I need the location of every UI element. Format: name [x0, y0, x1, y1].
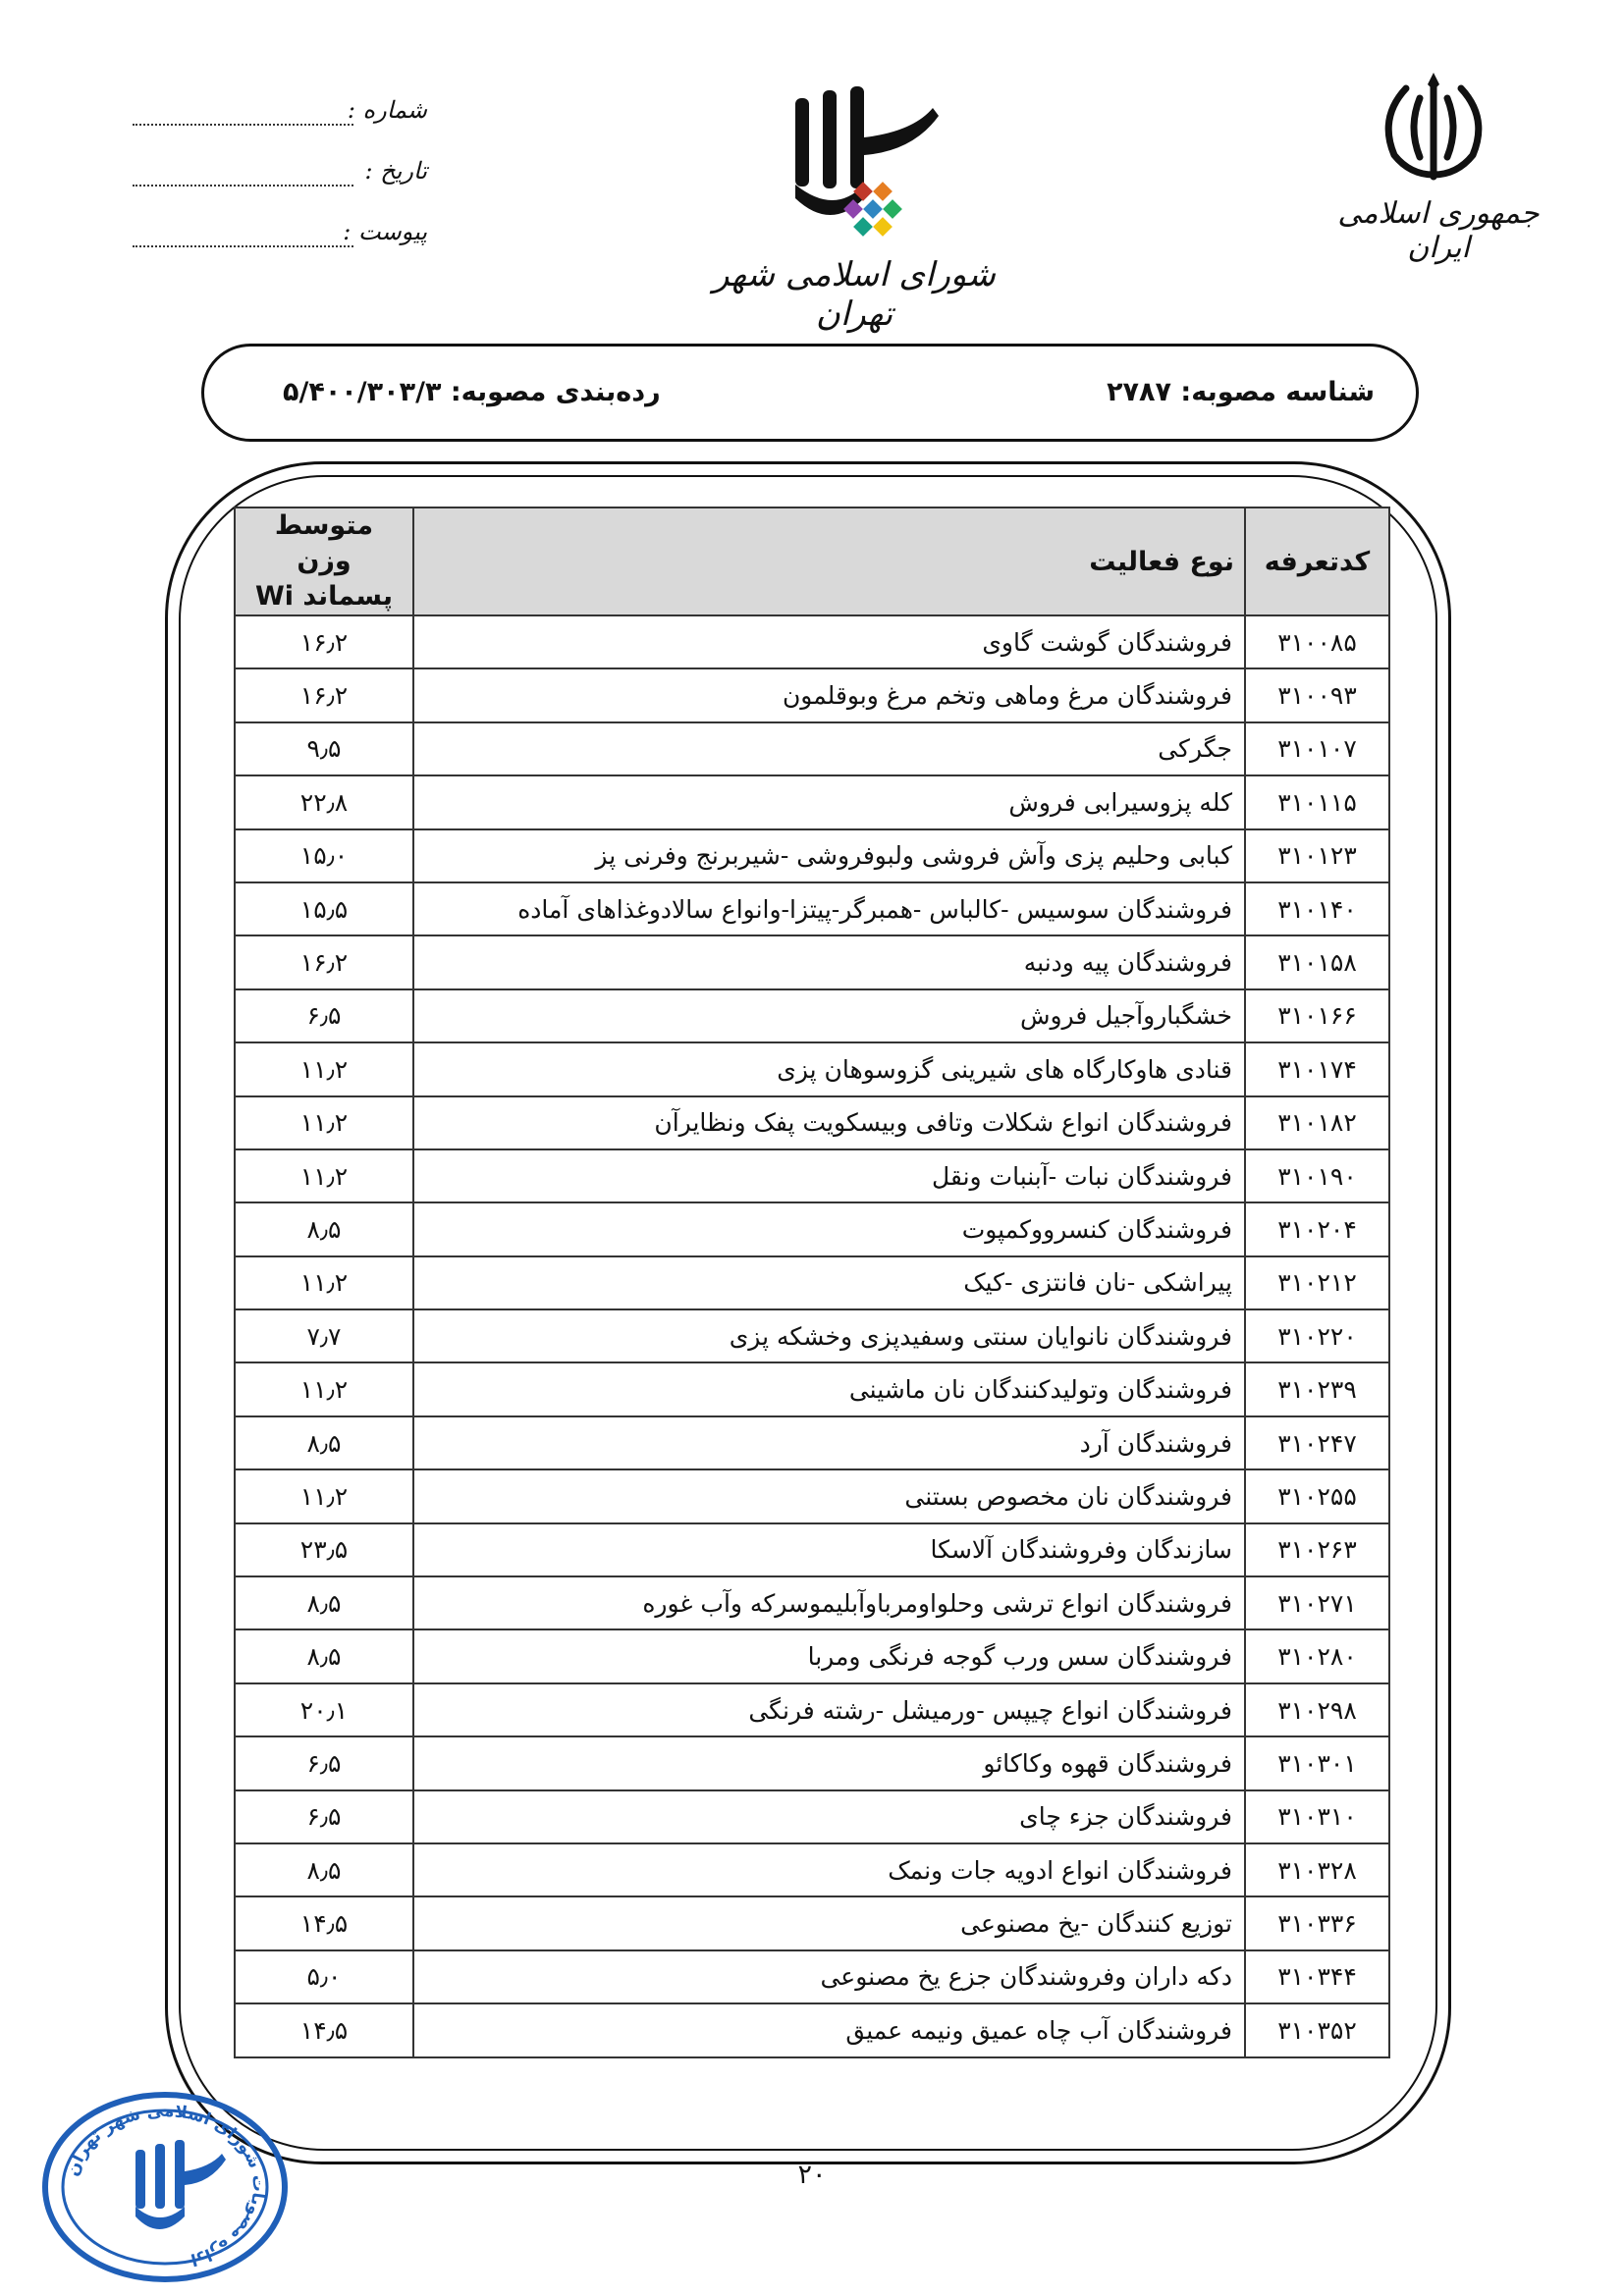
- weight-cell: ۸٫۵: [235, 1629, 413, 1682]
- table-row: [235, 829, 1389, 882]
- weight-cell: ۱۱٫۲: [235, 1042, 413, 1095]
- code-cell: ۳۱۰۱۹۰: [1245, 1149, 1389, 1202]
- activity-cell: فروشندگان سس ورب گوجه فرنگی ومربا: [413, 1629, 1245, 1682]
- table-row: [235, 1042, 1389, 1095]
- activity-cell: فروشندگان کنسرووکمپوت: [413, 1202, 1245, 1255]
- weight-cell: ۱۴٫۵: [235, 2003, 413, 2056]
- activity-cell: فروشندگان پیه ودنبه: [413, 935, 1245, 988]
- table-row: [235, 2003, 1389, 2056]
- code-cell: ۳۱۰۱۸۲: [1245, 1096, 1389, 1149]
- code-cell: ۳۱۰۳۰۱: [1245, 1736, 1389, 1789]
- activity-cell: فروشندگان نان مخصوص بستنی: [413, 1469, 1245, 1522]
- table-row: [235, 1683, 1389, 1736]
- activity-cell: فروشندگان جزء چای: [413, 1790, 1245, 1843]
- attachment-field: [133, 218, 427, 257]
- activity-cell: فروشندگان نانوایان سنتی وسفیدپزی وخشکه پزی: [413, 1309, 1245, 1362]
- table-row: [235, 1362, 1389, 1415]
- weight-cell: ۲۲٫۸: [235, 775, 413, 828]
- table-row: [235, 1149, 1389, 1202]
- code-cell: ۳۱۰۱۵۸: [1245, 935, 1389, 988]
- code-cell: ۳۱۰۲۵۵: [1245, 1469, 1389, 1522]
- weight-cell: ۱۱٫۲: [235, 1096, 413, 1149]
- code-cell: ۳۱۰۲۹۸: [1245, 1683, 1389, 1736]
- activity-cell: فروشندگان آرد: [413, 1416, 1245, 1469]
- resolution-id: شناسه مصوبه: ۲۷۸۷: [1107, 377, 1375, 407]
- weight-cell: ۵٫۰: [235, 1950, 413, 2003]
- code-cell: ۳۱۰۳۵۲: [1245, 2003, 1389, 2056]
- weight-cell: ۱۱٫۲: [235, 1149, 413, 1202]
- activity-cell: فروشندگان قهوه وکاکائو: [413, 1736, 1245, 1789]
- code-cell: ۳۱۰۲۳۹: [1245, 1362, 1389, 1415]
- council-logo-icon: [766, 69, 943, 245]
- weight-cell: ۸٫۵: [235, 1202, 413, 1255]
- code-cell: ۳۱۰۲۰۴: [1245, 1202, 1389, 1255]
- weight-cell: ۶٫۵: [235, 989, 413, 1042]
- weight-cell: ۱۱٫۲: [235, 1469, 413, 1522]
- svg-text:اداره مصوبات شورای اسلامی شهر: [63, 2102, 268, 2269]
- country-name: جمهوری اسلامی ایران: [1337, 196, 1540, 265]
- code-cell: ۳۱۰۱۷۴: [1245, 1042, 1389, 1095]
- activity-cell: فروشندگان انواع ترشی وحلواومرباوآبلیموسرکه وآب غوره: [413, 1576, 1245, 1629]
- weight-cell: ۱۶٫۲: [235, 935, 413, 988]
- weight-cell: ۸٫۵: [235, 1576, 413, 1629]
- code-cell: ۳۱۰۲۸۰: [1245, 1629, 1389, 1682]
- weight-cell: ۱۶٫۲: [235, 615, 413, 668]
- table-row: [235, 1736, 1389, 1789]
- code-cell: ۳۱۰۱۴۰: [1245, 882, 1389, 935]
- table-row: [235, 1950, 1389, 2003]
- weight-cell: ۱۱٫۲: [235, 1256, 413, 1309]
- weight-cell: ۸٫۵: [235, 1843, 413, 1896]
- table-row: [235, 1896, 1389, 1949]
- table-row: [235, 989, 1389, 1042]
- code-cell: ۳۱۰۲۶۳: [1245, 1523, 1389, 1576]
- date-label: تاریخ :: [364, 157, 427, 185]
- resolution-classification: رده‌بندی مصوبه: ۵/۴۰۰/۳۰۳/۳: [283, 377, 661, 407]
- activity-cell: پیراشکی -نان فانتزی -کیک: [413, 1256, 1245, 1309]
- activity-cell: سازندگان وفروشندگان آلاسکا: [413, 1523, 1245, 1576]
- table-row: [235, 1309, 1389, 1362]
- number-field: [133, 96, 427, 135]
- activity-cell: کله پزوسیرابی فروش: [413, 775, 1245, 828]
- code-cell: ۳۱۰۱۱۵: [1245, 775, 1389, 828]
- council-seal-stamp: [37, 2089, 293, 2285]
- number-label: شماره :: [347, 96, 427, 124]
- weight-cell: ۲۰٫۱: [235, 1683, 413, 1736]
- code-cell: ۳۱۰۱۶۶: [1245, 989, 1389, 1042]
- code-cell: ۳۱۰۲۴۷: [1245, 1416, 1389, 1469]
- activity-cell: خشگباروآجیل فروش: [413, 989, 1245, 1042]
- weight-cell: ۱۴٫۵: [235, 1896, 413, 1949]
- iran-emblem-icon: [1355, 69, 1512, 187]
- code-cell: ۳۱۰۰۹۳: [1245, 668, 1389, 721]
- code-cell: ۳۱۰۳۱۰: [1245, 1790, 1389, 1843]
- weight-cell: ۶٫۵: [235, 1790, 413, 1843]
- header-weight-line2: پسماند Wi: [254, 581, 394, 612]
- table-row: [235, 1256, 1389, 1309]
- code-cell: ۳۱۰۳۴۴: [1245, 1950, 1389, 2003]
- weight-cell: ۷٫۷: [235, 1309, 413, 1362]
- activity-cell: فروشندگان سوسیس -کالباس -همبرگر-پیتزا-وانواع سالادوغذاهای آماده: [413, 882, 1245, 935]
- weight-cell: ۱۱٫۲: [235, 1362, 413, 1415]
- date-field: [133, 157, 427, 196]
- weight-cell: ۲۳٫۵: [235, 1523, 413, 1576]
- table-row: [235, 1469, 1389, 1522]
- activity-cell: فروشندگان گوشت گاوی: [413, 615, 1245, 668]
- table-row: [235, 668, 1389, 721]
- table-row: [235, 1202, 1389, 1255]
- table-row: [235, 1629, 1389, 1682]
- header-activity: نوع فعالیت: [413, 507, 1245, 615]
- activity-cell: کبابی وحلیم پزی وآش فروشی ولبوفروشی -شیربرنج وفرنی پز: [413, 829, 1245, 882]
- header-weight: [235, 507, 413, 615]
- code-cell: ۳۱۰۳۳۶: [1245, 1896, 1389, 1949]
- activity-cell: فروشندگان وتولیدکنندگان نان ماشینی: [413, 1362, 1245, 1415]
- attachment-label: پیوست :: [343, 218, 427, 245]
- activity-cell: دکه داران وفروشندگان جزع یخ مصنوعی: [413, 1950, 1245, 2003]
- page-number: ۲۰: [797, 2160, 827, 2190]
- date-dotted-line: [133, 185, 353, 187]
- activity-cell: فروشندگان انواع ادویه جات ونمک: [413, 1843, 1245, 1896]
- weight-cell: ۱۶٫۲: [235, 668, 413, 721]
- activity-cell: فروشندگان انواع چیپس -ورمیشل -رشته فرنگی: [413, 1683, 1245, 1736]
- tariff-table: [234, 507, 1390, 2058]
- table-row: [235, 882, 1389, 935]
- code-cell: ۳۱۰۱۰۷: [1245, 722, 1389, 775]
- activity-cell: فروشندگان انواع شکلات وتافی وبیسکویت پفک ونظایرآن: [413, 1096, 1245, 1149]
- number-dotted-line: [133, 124, 353, 126]
- weight-cell: ۱۵٫۵: [235, 882, 413, 935]
- table-row: [235, 1790, 1389, 1843]
- stamp-ring-text: اداره مصوبات شورای اسلامی شهر تهران: [63, 2101, 269, 2269]
- activity-cell: توزیع کنندگان -یخ مصنوعی: [413, 1896, 1245, 1949]
- table-row: [235, 1416, 1389, 1469]
- resolution-header-box: [201, 344, 1419, 442]
- code-cell: ۳۱۰۱۲۳: [1245, 829, 1389, 882]
- code-cell: ۳۱۰۲۷۱: [1245, 1576, 1389, 1629]
- table-row: [235, 1096, 1389, 1149]
- code-cell: ۳۱۰۳۲۸: [1245, 1843, 1389, 1896]
- table-row: [235, 1523, 1389, 1576]
- table-body: [235, 615, 1389, 2057]
- table-row: [235, 935, 1389, 988]
- table-row: [235, 615, 1389, 668]
- code-cell: ۳۱۰۲۲۰: [1245, 1309, 1389, 1362]
- activity-cell: فروشندگان مرغ وماهی وتخم مرغ وبوقلمون: [413, 668, 1245, 721]
- weight-cell: ۸٫۵: [235, 1416, 413, 1469]
- attachment-dotted-line: [133, 245, 353, 247]
- table-row: [235, 775, 1389, 828]
- code-cell: ۳۱۰۰۸۵: [1245, 615, 1389, 668]
- weight-cell: ۱۵٫۰: [235, 829, 413, 882]
- activity-cell: فروشندگان آب چاه عمیق ونیمه عمیق: [413, 2003, 1245, 2056]
- activity-cell: جگرکی: [413, 722, 1245, 775]
- activity-cell: فروشندگان نبات -آبنبات ونقل: [413, 1149, 1245, 1202]
- table-header-row: [235, 507, 1389, 615]
- table-row: [235, 1843, 1389, 1896]
- weight-cell: ۹٫۵: [235, 722, 413, 775]
- table-row: [235, 1576, 1389, 1629]
- activity-cell: قنادی هاوکارگاه های شیرینی گزوسوهان پزی: [413, 1042, 1245, 1095]
- code-cell: ۳۱۰۲۱۲: [1245, 1256, 1389, 1309]
- header-weight-line1: متوسط وزن: [274, 510, 374, 576]
- header-code: کدتعرفه: [1245, 507, 1389, 615]
- weight-cell: ۶٫۵: [235, 1736, 413, 1789]
- table-row: [235, 722, 1389, 775]
- council-name: شورای اسلامی شهر تهران: [713, 255, 996, 334]
